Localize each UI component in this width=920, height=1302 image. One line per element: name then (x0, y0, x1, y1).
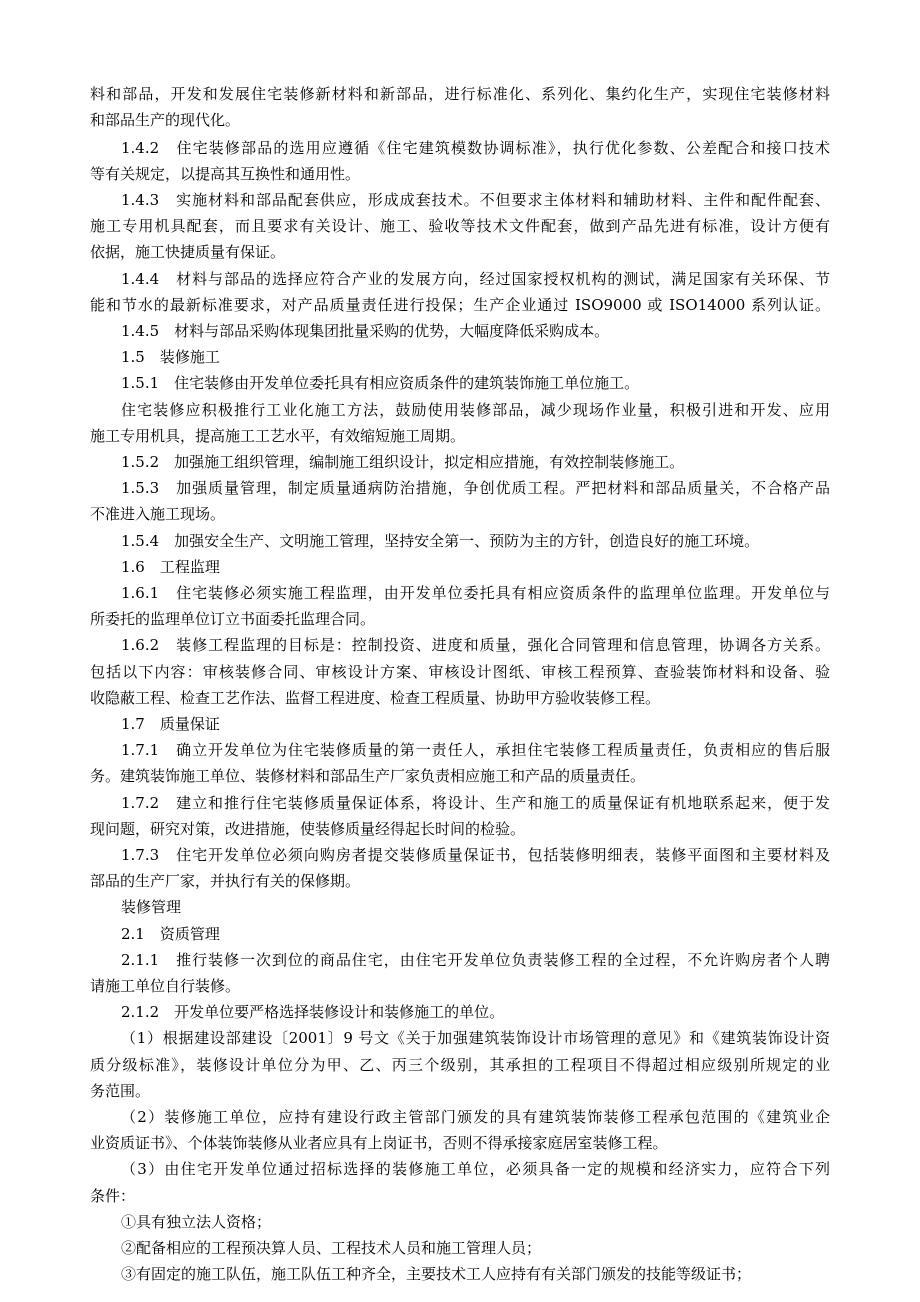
text-line: 2.1 资质管理 (121, 925, 220, 943)
text-line: 所委托的监理单位订立书面委托监理合同。 (90, 610, 376, 628)
text-line: 务范围。 (90, 1082, 151, 1100)
text-line: 1.7.2 建立和推行住宅装修质量保证体系，将设计、生产和施工的质量保证有机地联系起来，便于发 (121, 794, 830, 812)
text-line: 1.5.4 加强安全生产、文明施工管理，坚持安全第一、预防为主的方针，创造良好的施工环境。 (121, 532, 760, 550)
text-line: 1.5.3 加强质量管理，制定质量通病防治措施，争创优质工程。严把材料和部品质量关，不合格产品 (121, 479, 830, 497)
text-line: 务。建筑装饰施工单位、装修材料和部品生产厂家负责相应施工和产品的质量责任。 (90, 767, 646, 785)
text-line: 1.5.1 住宅装修由开发单位委托具有相应资质条件的建筑装饰施工单位施工。 (121, 374, 640, 392)
text-line: 施工专用机具，提高施工工艺水平，有效缩短施工周期。 (90, 427, 466, 445)
text-line: 依据，施工快捷质量有保证。 (90, 243, 286, 261)
text-line: ③有固定的施工队伍，施工队伍工种齐全，主要技术工人应持有有关部门颁发的技能等级证书； (121, 1265, 752, 1283)
text-line: 和部品生产的现代化。 (90, 111, 241, 129)
text-line: 不准进入施工现场。 (90, 505, 226, 523)
text-line: 1.7.3 住宅开发单位必须向购房者提交装修质量保证书，包括装修明细表，装修平面图和主要材料及 (121, 846, 830, 864)
text-line: 1.6.1 住宅装修必须实施工程监理，由开发单位委托具有相应资质条件的监理单位监理。开发单位与 (121, 584, 830, 602)
text-line: 1.4.4 材料与部品的选择应符合产业的发展方向，经过国家授权机构的测试，满足国家有关环保、节 (121, 270, 830, 288)
text-line: 质分级标准》，装修设计单位分为甲、乙、丙三个级别，其承担的工程项目不得超过相应级别所规定的业 (90, 1056, 830, 1074)
text-line: 料和部品，开发和发展住宅装修新材料和新部品，进行标准化、系列化、集约化生产，实现住宅装修材料 (90, 85, 830, 103)
text-line: 收隐蔽工程、检查工艺作法、监督工程进度、检查工程质量、协助甲方验收装修工程。 (90, 689, 661, 707)
text-line: 条件： (90, 1187, 136, 1205)
text-line: 等有关规定，以提高其互换性和通用性。 (90, 165, 361, 183)
text-line: 1.5 装修施工 (121, 348, 220, 366)
text-line: 1.6.2 装修工程监理的目标是：控制投资、进度和质量，强化合同管理和信息管理，协调各方关系。 (121, 636, 830, 654)
text-line: 2.1.2 开发单位要严格选择装修设计和装修施工的单位。 (121, 1003, 505, 1021)
text-line: 能和节水的最新标准要求，对产品质量责任进行投保；生产企业通过 ISO9000 或 ISO14000 系列认证。 (90, 296, 830, 314)
text-line: 1.4.2 住宅装修部品的选用应遵循《住宅建筑模数协调标准》，执行优化参数、公差配合和接口技术 (121, 139, 830, 157)
text-line: 业资质证书》、个体装饰装修从业者应具有上岗证书，否则不得承接家庭居室装修工程。 (90, 1134, 668, 1152)
text-line: 装修管理 (121, 898, 182, 916)
text-line: （1）根据建设部建设〔2001〕9 号文《关于加强建筑装饰设计市场管理的意见》和《建筑装饰设计资 (121, 1029, 830, 1047)
text-line: ②配备相应的工程预决算人员、工程技术人员和施工管理人员； (121, 1239, 542, 1257)
text-line: 住宅装修应积极推行工业化施工方法，鼓励使用装修部品，减少现场作业量，积极引进和开发、应用 (121, 401, 830, 419)
text-line: 2.1.1 推行装修一次到位的商品住宅，由住宅开发单位负责装修工程的全过程，不允许购房者个人聘 (121, 951, 830, 969)
text-line: ①具有独立法人资格； (121, 1213, 272, 1231)
text-line: 请施工单位自行装修。 (90, 977, 241, 995)
text-line: 1.5.2 加强施工组织管理，编制施工组织设计，拟定相应措施，有效控制装修施工。 (121, 453, 685, 471)
text-line: 现问题，研究对策，改进措施，使装修质量经得起长时间的检验。 (90, 820, 526, 838)
text-line: 施工专用机具配套，而且要求有关设计、施工、验收等技术文件配套，做到产品先进有标准，设计方便有 (90, 217, 830, 235)
text-line: 包括以下内容：审核装修合同、审核设计方案、审核设计图纸、审核工程预算、查验装饰材料和设备、验 (90, 663, 830, 681)
text-line: （3）由住宅开发单位通过招标选择的装修施工单位，必须具备一定的规模和经济实力，应符合下列 (121, 1160, 830, 1178)
text-line: 1.7.1 确立开发单位为住宅装修质量的第一责任人，承担住宅装修工程质量责任，负责相应的售后服 (121, 741, 830, 759)
text-line: 部品的生产厂家，并执行有关的保修期。 (90, 872, 361, 890)
text-line: 1.7 质量保证 (121, 715, 220, 733)
text-line: 1.4.5 材料与部品采购体现集团批量采购的优势，大幅度降低采购成本。 (121, 322, 610, 340)
text-line: （2）装修施工单位，应持有建设行政主管部门颁发的具有建筑装饰装修工程承包范围的《建筑业企 (121, 1108, 830, 1126)
text-line: 1.4.3 实施材料和部品配套供应，形成成套技术。不但要求主体材料和辅助材料、主件和配件配套、 (121, 191, 830, 209)
text-line: 1.6 工程监理 (121, 558, 220, 576)
